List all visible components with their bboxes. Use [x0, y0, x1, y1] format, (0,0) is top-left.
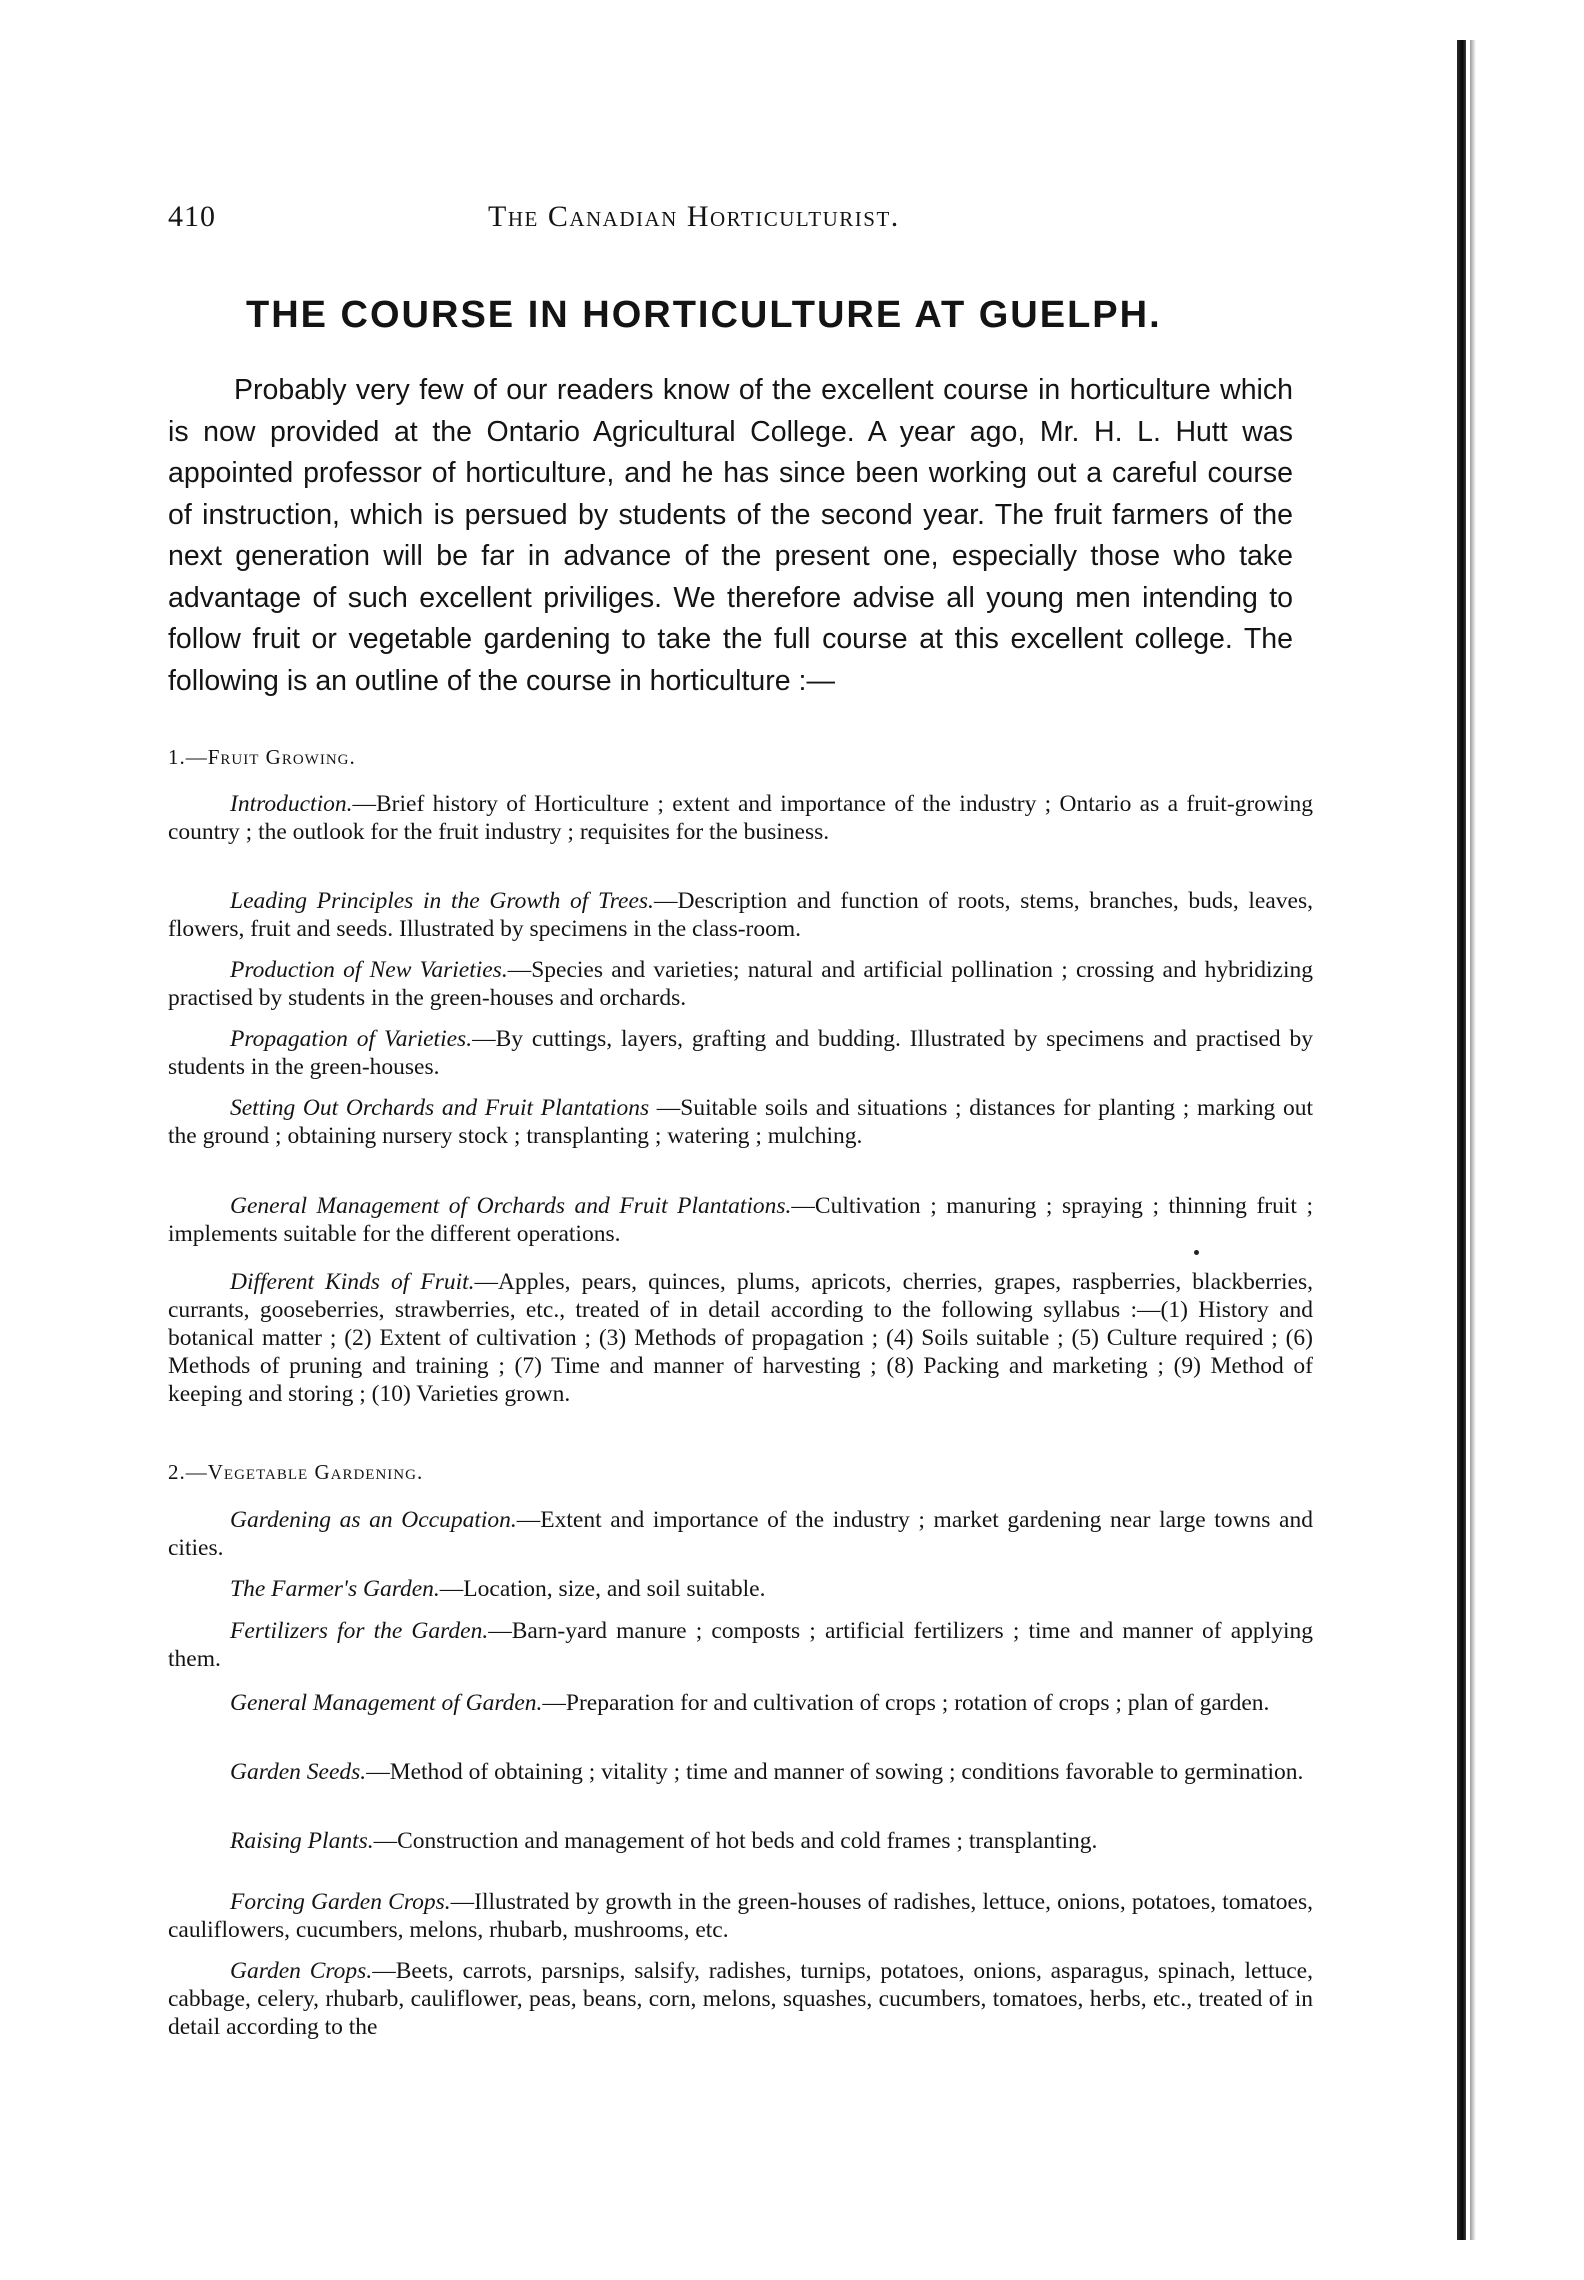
syllabus-entry [168, 887, 1313, 943]
entry-heading: Fertilizers for the Garden. [230, 1618, 489, 1644]
entry-heading: Gardening as an Occupation. [230, 1507, 517, 1533]
entry-heading: General Management of Orchards and Fruit Plantations. [230, 1193, 792, 1219]
syllabus-entry [168, 1689, 1313, 1717]
section-number: 2.— [168, 1460, 208, 1484]
section-number: 1.— [168, 745, 208, 769]
syllabus-entry [168, 1888, 1313, 1944]
syllabus-entry [168, 1617, 1313, 1673]
entry-text: —Preparation for and cultivation of crops ; rotation of crops ; plan of garden. [542, 1690, 1270, 1716]
entry-heading: General Management of Garden. [230, 1690, 543, 1716]
entry-text: —By cuttings, layers, grafting and budding. Illustrated by specimens and practised by students in the green-houses. [168, 1026, 1313, 1080]
intro-paragraph: Probably very few of our readers know of the excellent course in horticulture which is now provided at the Ontario Agricultural College. A year ago, Mr. H. L. Hutt was appointed professor of horticulture, and he has since been working out a careful course of instruction, which is persued by students of the second year. The fruit farmers of the next generation will be far in advance of the present one, especially those who take advantage of such excellent priviliges. We therefore advise all young men intending to follow fruit or vegetable gardening to take the full course at this excellent college. The following is an outline of the course in horticulture :— [168, 374, 1293, 697]
syllabus-entry [168, 1025, 1313, 1081]
section-heading-vegetable-gardening [168, 1460, 423, 1485]
syllabus-entry [168, 1957, 1313, 2041]
entry-text: —Brief history of Horticulture ; extent and importance of the industry ; Ontario as a fruit-growing country ; the outlook for the fruit industry ; requisites for the business. [168, 791, 1313, 845]
section-title: Fruit Growing. [207, 745, 356, 769]
entry-heading: Leading Principles in the Growth of Trees. [230, 888, 654, 914]
page-edge-shade [1470, 40, 1476, 2240]
entry-heading: Forcing Garden Crops. [230, 1889, 451, 1915]
running-header [168, 200, 1318, 240]
entry-text: —Species and varieties; natural and artificial pollination ; crossing and hybridizing practised by students in the green-houses and orchards. [168, 957, 1314, 1011]
entry-text: —Construction and management of hot beds and cold frames ; transplanting. [373, 1828, 1098, 1854]
entry-text: —Illustrated by growth in the green-houses of radishes, lettuce, onions, potatoes, tomatoes, cauliflowers, cucumbers, melons, rhubarb, mushrooms, etc. [168, 1889, 1313, 1943]
entry-text: —Barn-yard manure ; composts ; artificial fertilizers ; time and manner of applying them. [168, 1618, 1313, 1672]
entry-text: —Description and function of roots, stems, branches, buds, leaves, flowers, fruit and seeds. Illustrated by specimens in the class-room. [168, 888, 1313, 942]
entry-text: —Suitable soils and situations ; distances for planting ; marking out the ground ; obtaining nursery stock ; transplanting ; watering ; mulching. [168, 1095, 1313, 1149]
running-title: The Canadian Horticulturist. [488, 200, 900, 233]
entry-text: —Extent and importance of the industry ; market gardening near large towns and cities. [168, 1507, 1313, 1561]
page-edge-binding [1457, 40, 1466, 2240]
entry-text: —Location, size, and soil suitable. [439, 1576, 766, 1602]
entry-heading: Introduction. [230, 791, 353, 817]
ink-speck [1194, 1250, 1199, 1255]
entry-text: —Cultivation ; manuring ; spraying ; thinning fruit ; implements suitable for the different operations. [168, 1193, 1313, 1247]
entry-heading: Garden Crops. [230, 1958, 373, 1984]
article-title: THE COURSE IN HORTICULTURE AT GUELPH. [246, 294, 1162, 336]
syllabus-entry [168, 1268, 1313, 1408]
syllabus-entry [168, 790, 1313, 846]
syllabus-entry [168, 1094, 1313, 1150]
syllabus-entry [168, 1575, 1313, 1603]
entry-heading: Production of New Varieties. [230, 957, 508, 983]
syllabus-entry [168, 1827, 1313, 1855]
entry-text: —Beets, carrots, parsnips, salsify, radishes, turnips, potatoes, onions, asparagus, spinach, lettuce, cabbage, celery, rhubarb, cauliflower, peas, beans, corn, melons, squashes, cucumbers, tomatoes, herbs, etc., treated of in detail according to the [168, 1958, 1313, 2040]
entry-heading: Raising Plants. [230, 1828, 374, 1854]
entry-heading: The Farmer's Garden. [230, 1576, 440, 1602]
syllabus-entry [168, 1758, 1313, 1786]
section-title: Vegetable Gardening. [207, 1460, 424, 1484]
page-number: 410 [168, 200, 216, 233]
entry-heading: Garden Seeds. [230, 1759, 367, 1785]
syllabus-entry [168, 956, 1313, 1012]
entry-heading: Setting Out Orchards and Fruit Plantations [230, 1095, 650, 1121]
entry-text: —Method of obtaining ; vitality ; time and manner of sowing ; conditions favorable to germination. [366, 1759, 1304, 1785]
entry-heading: Propagation of Varieties. [230, 1026, 473, 1052]
syllabus-entry [168, 1506, 1313, 1562]
syllabus-entry [168, 1192, 1313, 1248]
section-heading-fruit-growing [168, 745, 356, 770]
entry-heading: Different Kinds of Fruit. [230, 1269, 475, 1295]
entry-text: —Apples, pears, quinces, plums, apricots, cherries, grapes, raspberries, blackberries, currants, gooseberries, strawberries, etc., treated of in detail according to the following syllabus :—(1) History and botanical matter ; (2) Extent of cultivation ; (3) Methods of propagation ; (4) Soils suitable ; (5) Culture required ; (6) Methods of pruning and training ; (7) Time and manner of harvesting ; (8) Packing and marketing ; (9) Method of keeping and storing ; (10) Varieties grown. [168, 1269, 1313, 1407]
